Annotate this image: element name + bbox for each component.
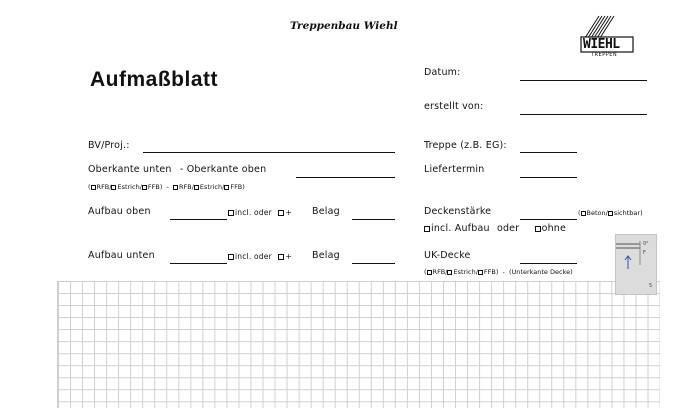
- oberkante-options: ( RFB/ Estrich/ FFB) - RFB/ Estrich/ FFB): [88, 183, 245, 191]
- deckenstaerke-options: ( Beton/ sichtbar): [578, 209, 643, 217]
- liefertermin-field[interactable]: [520, 177, 577, 178]
- uk-estrich-option: Estrich: [453, 268, 476, 276]
- logo-text: WIEHL: [583, 37, 620, 52]
- aufbau-unten-belag-label: Belag: [312, 250, 340, 261]
- aufbau-oben-belag-label: Belag: [312, 206, 340, 217]
- oder-label: oder: [496, 223, 520, 234]
- oku-ffb-checkbox[interactable]: [142, 185, 147, 190]
- uk-decke-label: UK-Decke: [424, 250, 471, 261]
- oko-ffb-option: FFB: [230, 183, 243, 191]
- erstellt-von-label: erstellt von:: [424, 101, 484, 112]
- sichtbar-checkbox[interactable]: [608, 211, 613, 216]
- bv-proj-field[interactable]: [143, 152, 395, 153]
- ohne-checkbox[interactable]: [535, 226, 541, 232]
- liefertermin-label: Liefertermin: [424, 164, 485, 175]
- uk-ffb-checkbox[interactable]: [478, 270, 483, 275]
- oku-estrich-checkbox[interactable]: [111, 185, 116, 190]
- uk-decke-note: (Unterkante Decke): [508, 268, 573, 276]
- oberkante-field[interactable]: [296, 177, 395, 178]
- oberkante-oben-label: - Oberkante oben: [179, 164, 267, 175]
- deckenstaerke-field[interactable]: [520, 219, 577, 220]
- treppe-field[interactable]: [520, 152, 577, 153]
- aufbau-oben-field[interactable]: [170, 219, 227, 220]
- incl-aufbau-checkbox[interactable]: [424, 226, 430, 232]
- oko-rfb-option: RFB: [178, 183, 192, 191]
- incl-aufbau-label: incl. Aufbau: [431, 223, 490, 234]
- incl-aufbau-row: [424, 223, 566, 234]
- beton-option: Beton: [586, 209, 606, 217]
- aufbau-unten-plus-label: +: [285, 252, 292, 261]
- uk-decke-options: ( RFB/ Estrich/ FFB) - (Unterkante Decke): [424, 268, 573, 276]
- aufbau-unten-label: Aufbau unten: [88, 250, 155, 261]
- oku-rfb-checkbox[interactable]: [91, 185, 96, 190]
- sketch-grid[interactable]: [57, 281, 660, 408]
- aufbau-oben-options: [228, 208, 292, 217]
- oku-estrich-option: Estrich: [117, 183, 140, 191]
- aufbau-unten-belag-field[interactable]: [352, 263, 395, 264]
- aufbau-oben-plus-checkbox[interactable]: [278, 210, 284, 216]
- beton-checkbox[interactable]: [581, 211, 586, 216]
- datum-field[interactable]: [520, 80, 647, 81]
- uk-rfb-option: RFB: [432, 268, 446, 276]
- deckenstaerke-label: Deckenstärke: [424, 206, 492, 217]
- ohne-label: ohne: [541, 223, 567, 234]
- uk-decke-field[interactable]: [520, 263, 577, 264]
- oku-rfb-option: RFB: [96, 183, 110, 191]
- oko-estrich-checkbox[interactable]: [194, 185, 199, 190]
- bv-proj-label: BV/Proj.:: [88, 140, 130, 151]
- diagram-label-b: F: [643, 250, 646, 256]
- aufbau-oben-label: Aufbau oben: [88, 206, 151, 217]
- company-logo: [577, 12, 637, 62]
- company-name: Treppenbau Wiehl: [290, 20, 398, 32]
- datum-label: Datum:: [424, 67, 461, 78]
- aufbau-unten-incl-label: incl. oder: [235, 252, 272, 261]
- aufbau-oben-plus-label: +: [285, 208, 292, 217]
- oko-rfb-checkbox[interactable]: [173, 185, 178, 190]
- treppe-label: Treppe (z.B. EG):: [424, 140, 507, 151]
- uk-estrich-checkbox[interactable]: [447, 270, 452, 275]
- aufbau-oben-incl-label: incl. oder: [235, 208, 272, 217]
- aufbau-oben-incl-checkbox[interactable]: [228, 210, 234, 216]
- aufbau-unten-field[interactable]: [170, 263, 227, 264]
- oberkante-row: [88, 164, 266, 175]
- aufbau-unten-plus-checkbox[interactable]: [278, 254, 284, 260]
- logo-subtext: TREPPEN: [591, 52, 618, 58]
- oberkante-unten-label: Oberkante unten: [88, 164, 172, 175]
- uk-ffb-option: FFB: [483, 268, 496, 276]
- aufbau-unten-incl-checkbox[interactable]: [228, 254, 234, 260]
- uk-decke-diagram: [615, 234, 657, 295]
- sichtbar-option: sichtbar: [613, 209, 641, 217]
- oku-ffb-option: FFB: [147, 183, 160, 191]
- oko-ffb-checkbox[interactable]: [224, 185, 229, 190]
- aufbau-unten-options: [228, 252, 292, 261]
- diagram-label-c: 5: [649, 283, 653, 289]
- erstellt-von-field[interactable]: [520, 114, 647, 115]
- oko-estrich-option: Estrich: [199, 183, 223, 191]
- document-title: Aufmaßblatt: [90, 68, 218, 91]
- uk-rfb-checkbox[interactable]: [427, 270, 432, 275]
- aufbau-oben-belag-field[interactable]: [352, 219, 395, 220]
- diagram-label-a: 0°: [643, 241, 649, 247]
